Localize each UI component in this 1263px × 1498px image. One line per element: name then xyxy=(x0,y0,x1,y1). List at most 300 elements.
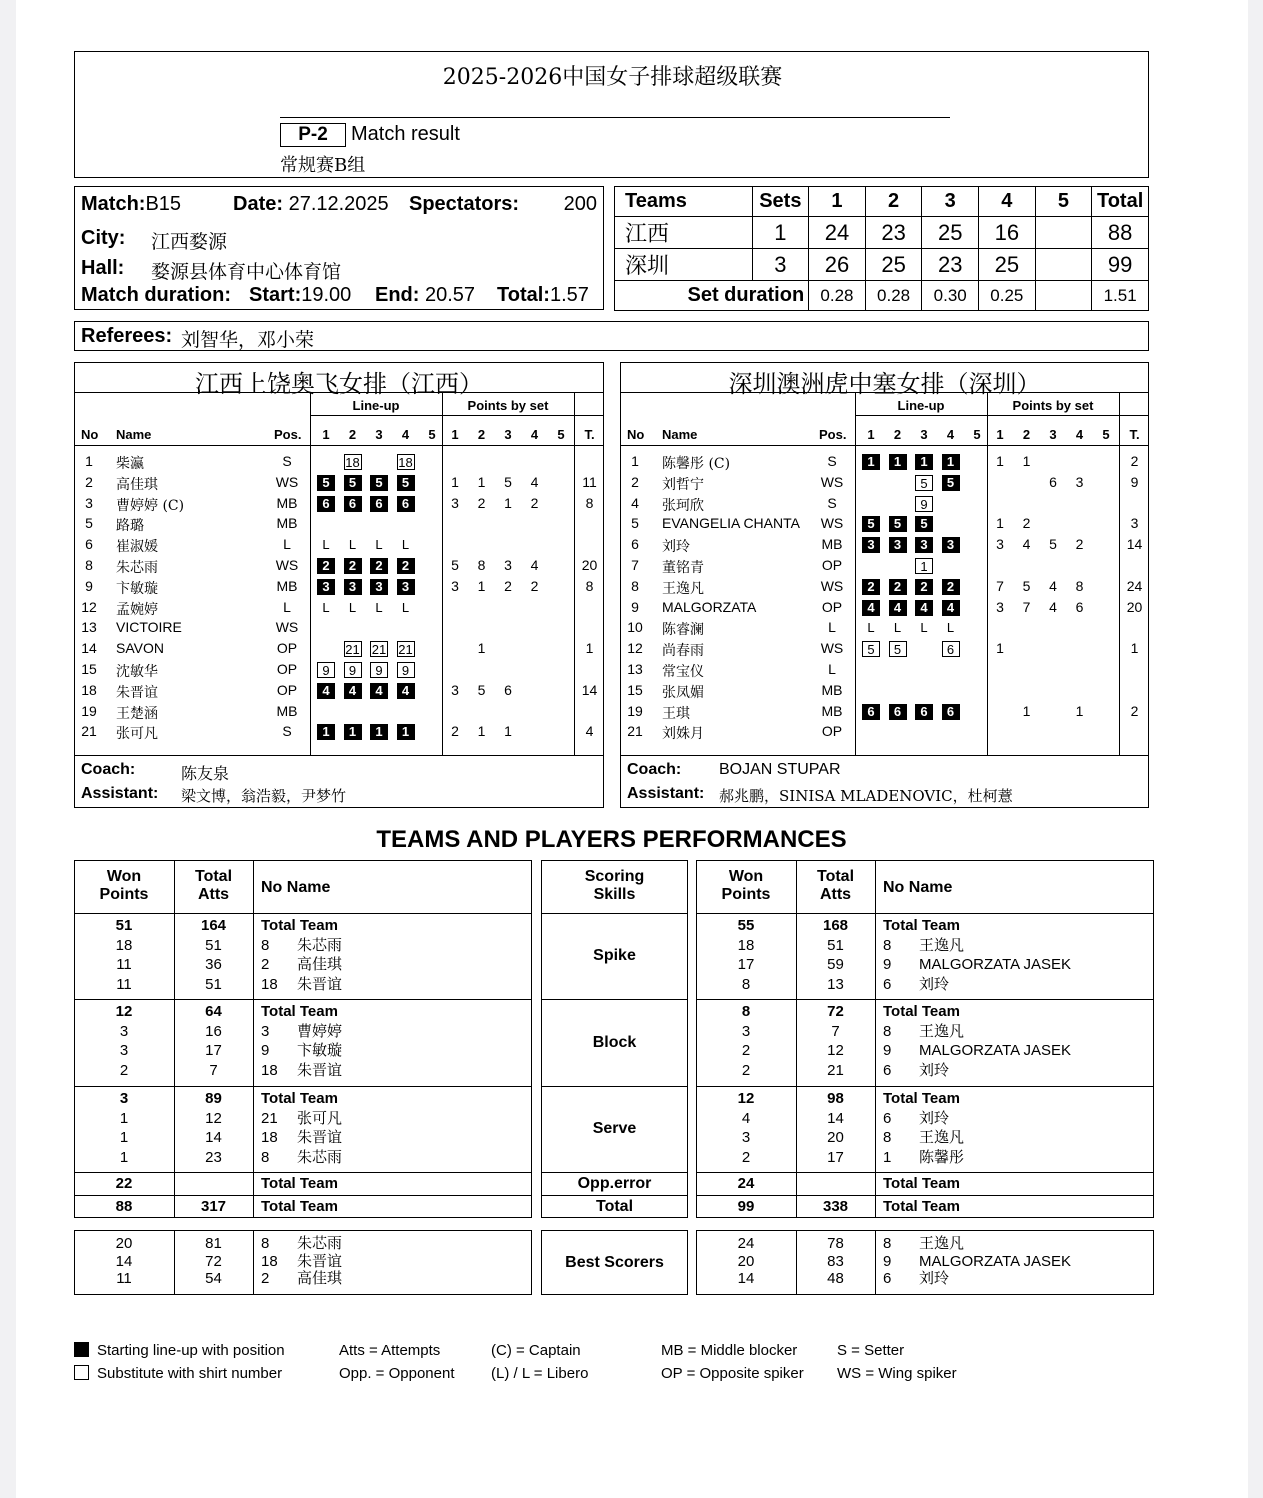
start-label: Start: xyxy=(249,284,302,306)
column-divider xyxy=(442,392,443,755)
assistant-label: Assistant: xyxy=(627,785,705,802)
points-cell: 3 xyxy=(451,494,459,511)
hall-label: Hall: xyxy=(81,257,125,279)
score-header-set5: 5 xyxy=(1035,187,1092,217)
lineup-set-header: 1 xyxy=(322,427,330,442)
points-cell: 1 xyxy=(1022,702,1031,719)
player-position: WS xyxy=(820,640,844,657)
spectators-line xyxy=(409,193,519,216)
lineup-cell: 3 xyxy=(942,537,960,553)
points-cell: 3 xyxy=(996,536,1004,553)
player-position: WS xyxy=(275,473,299,490)
score-set-points xyxy=(1035,217,1092,249)
player-number: 13 xyxy=(81,619,97,636)
doc-code: P-2 xyxy=(280,123,346,147)
set-duration-value xyxy=(1035,281,1092,311)
player-number: 15 xyxy=(81,661,97,677)
total-atts-value: 14 xyxy=(827,1109,844,1127)
player-number: 4 xyxy=(631,494,639,511)
won-points-value: 3 xyxy=(741,1022,751,1040)
player-position: MB xyxy=(276,515,298,532)
points-cell: 2 xyxy=(530,577,539,594)
total-duration: 1.57 xyxy=(549,284,589,306)
points-cell: 1 xyxy=(996,515,1004,532)
empty-square-icon xyxy=(74,1365,89,1380)
lineup-cell: L xyxy=(920,620,928,636)
hall-value: 婺源县体育中心体育馆 xyxy=(151,261,342,283)
total-atts-value: 89 xyxy=(205,1090,222,1107)
lineup-cell: 9 xyxy=(344,662,362,678)
lineup-cell: 6 xyxy=(942,641,960,657)
skills-row-rule xyxy=(541,1172,688,1173)
player-number: 8 xyxy=(883,1022,892,1040)
best-player-name: 王逸凡 xyxy=(919,1234,965,1252)
points-cell: 1 xyxy=(477,577,486,594)
skills-row-rule xyxy=(541,1086,688,1087)
skills-row-rule xyxy=(541,999,688,1000)
player-name: 张凤媚 xyxy=(662,684,704,701)
player-name: 高佳琪 xyxy=(297,955,343,973)
player-number: 5 xyxy=(631,515,639,532)
lineup-cell: 5 xyxy=(915,516,933,532)
league-title: 2025-2026中国女子排球超级联赛 xyxy=(442,65,783,90)
player-name: 刘姝月 xyxy=(662,726,704,743)
lineup-cell: 9 xyxy=(915,496,933,512)
player-name: 曹婷婷 xyxy=(297,1021,343,1040)
best-player-name: 朱芯雨 xyxy=(297,1234,343,1252)
total-atts-value: 7 xyxy=(209,1061,218,1079)
points-set-header: 2 xyxy=(477,427,486,442)
team-total-label: Total Team xyxy=(261,917,338,934)
player-name: 刘玲 xyxy=(662,539,690,556)
spectators-value: 200 xyxy=(563,193,597,215)
player-number: 12 xyxy=(627,640,643,657)
points-cell: 5 xyxy=(451,557,459,573)
total-atts-value: 13 xyxy=(827,975,844,993)
won-points-value: 8 xyxy=(741,975,751,993)
lineup-cell: 1 xyxy=(862,454,880,470)
lineup-cell: 2 xyxy=(370,558,388,574)
won-points-value: 11 xyxy=(116,956,132,973)
player-number: 18 xyxy=(81,681,97,698)
score-header-set3: 3 xyxy=(922,187,979,217)
lineup-set-header: 4 xyxy=(401,427,410,442)
score-header-sets: Sets xyxy=(752,187,809,217)
lineup-cell: 5 xyxy=(317,475,335,491)
total-atts-value: 7 xyxy=(831,1022,840,1040)
player-name: 朱晋谊 xyxy=(116,684,158,701)
won-points-value: 18 xyxy=(115,936,133,954)
lineup-cell: L xyxy=(867,620,875,636)
player-position: L xyxy=(828,661,836,677)
points-cell: 4 xyxy=(1022,536,1031,553)
player-number: 5 xyxy=(85,515,93,532)
points-cell: 7 xyxy=(996,577,1004,594)
date-label: Date: xyxy=(233,193,284,215)
player-name: 张可凡 xyxy=(116,726,158,743)
player-number: 8 xyxy=(261,936,270,954)
score-header-teams: Teams xyxy=(615,187,753,217)
legend-substitute-text: Substitute with shirt number xyxy=(97,1365,283,1382)
lineup-cell: L xyxy=(348,599,357,615)
column-divider xyxy=(1119,392,1120,755)
lineup-header: Line-up xyxy=(352,398,400,413)
header-rule xyxy=(621,445,1148,446)
player-name: 王楚涵 xyxy=(116,705,158,722)
score-set-points xyxy=(1035,249,1092,281)
start-line xyxy=(249,284,351,307)
won-points-value: 12 xyxy=(115,1003,133,1020)
lineup-cell: 2 xyxy=(317,558,335,574)
player-name: SAVON xyxy=(116,640,164,657)
lineup-cell: L xyxy=(375,599,383,615)
lineup-cell: 3 xyxy=(889,537,907,553)
legend-starting-text: Starting line-up with position xyxy=(97,1342,285,1359)
lineup-cell: 21 xyxy=(398,642,413,658)
performance-header-rule xyxy=(74,913,532,914)
player-position: WS xyxy=(275,557,299,573)
lineup-cell: 6 xyxy=(344,496,362,512)
phase-label: 常规赛B组 xyxy=(280,155,366,176)
player-total-points: 14 xyxy=(581,681,598,698)
subheader-rule xyxy=(855,415,1148,416)
points-cell: 3 xyxy=(504,557,512,573)
best-player-name: 高佳琪 xyxy=(297,1269,343,1287)
team-total-label: Total Team xyxy=(261,1175,338,1192)
lineup-cell: L xyxy=(322,599,330,615)
lineup-set-header: 2 xyxy=(348,427,357,442)
match-label: Match: xyxy=(81,193,146,215)
points-cell: 6 xyxy=(1075,598,1084,615)
points-cell: 1 xyxy=(477,723,486,740)
header-rule xyxy=(280,117,950,118)
lineup-cell: 5 xyxy=(862,641,880,657)
team-total-label: Total Team xyxy=(883,1198,960,1215)
player-name: 张可凡 xyxy=(297,1108,343,1127)
total-atts-value: 12 xyxy=(205,1109,222,1127)
scoring-skills-header: Scoring Skills xyxy=(584,868,645,903)
lineup-cell: 1 xyxy=(889,454,907,470)
lineup-cell: 5 xyxy=(915,475,933,491)
player-position: WS xyxy=(820,515,844,532)
points-cell: 3 xyxy=(1075,473,1084,490)
points-header: Points by set xyxy=(467,398,549,413)
lineup-cell: 1 xyxy=(397,724,415,740)
score-header-set4: 4 xyxy=(979,187,1036,217)
total-header: T. xyxy=(1129,427,1140,442)
player-number: 6 xyxy=(883,1061,892,1079)
player-total-points: 14 xyxy=(1126,536,1143,553)
player-name: 朱芯雨 xyxy=(297,1147,343,1166)
no-name-header: No Name xyxy=(261,879,331,896)
lineup-cell: L xyxy=(893,620,902,636)
team-total-label: Total Team xyxy=(883,1003,960,1020)
referees-box xyxy=(74,321,1149,351)
lineup-cell: 3 xyxy=(317,579,335,595)
player-name: 朱晋谊 xyxy=(297,1060,343,1079)
won-points-value: 2 xyxy=(741,1061,751,1079)
points-set-header: 2 xyxy=(1022,427,1031,442)
start-time: 19.00 xyxy=(301,284,352,306)
skills-row-rule xyxy=(541,1195,688,1196)
won-points-value: 88 xyxy=(115,1198,133,1215)
best-scorers-label: Best Scorers xyxy=(565,1254,664,1271)
player-number: 9 xyxy=(883,956,892,973)
won-points-value: 2 xyxy=(119,1061,129,1079)
column-divider xyxy=(987,392,988,755)
team-total-label: Total Team xyxy=(883,917,960,934)
won-points-value: 1 xyxy=(119,1109,129,1127)
player-name: 王琪 xyxy=(662,705,690,722)
total-atts-value: 64 xyxy=(205,1003,222,1020)
player-name: 朱晋谊 xyxy=(297,1128,343,1146)
coach-label: Coach: xyxy=(81,761,136,778)
player-name: 陈馨彤 (C) xyxy=(662,456,731,472)
points-set-header: 1 xyxy=(451,427,459,442)
player-position: L xyxy=(283,598,291,615)
player-name: 曹婷婷 (C) xyxy=(116,497,185,514)
subheader-rule xyxy=(310,415,603,416)
total-atts-value: 338 xyxy=(822,1198,849,1215)
score-set-points: 25 xyxy=(922,217,979,249)
total-atts-value: 51 xyxy=(205,936,222,954)
player-name: 高佳琪 xyxy=(116,476,158,493)
total-atts-header: Total Atts xyxy=(816,868,855,903)
lineup-set-header: 5 xyxy=(428,427,436,442)
best-total-atts: 78 xyxy=(827,1235,844,1252)
lineup-cell: L xyxy=(946,620,955,636)
points-set-header: 3 xyxy=(1049,427,1057,442)
player-total-points: 2 xyxy=(1130,453,1139,469)
city-label: City: xyxy=(81,227,126,249)
best-player-number: 6 xyxy=(883,1270,892,1287)
header-box xyxy=(74,51,1149,178)
assistant-label: Assistant: xyxy=(81,785,159,802)
player-number: 8 xyxy=(631,577,639,594)
performance-column-divider xyxy=(875,860,876,1218)
lineup-cell: 6 xyxy=(370,496,388,512)
lineup-cell: 2 xyxy=(915,579,933,595)
player-number: 18 xyxy=(261,1061,278,1079)
legend-atts: Atts = Attempts xyxy=(339,1342,441,1359)
won-points-value: 3 xyxy=(119,1022,129,1040)
lineup-cell: 4 xyxy=(915,600,933,616)
player-position: MB xyxy=(821,681,843,698)
points-set-header: 5 xyxy=(557,427,565,442)
performance-title: TEAMS AND PLAYERS PERFORMANCES xyxy=(376,826,847,853)
score-set-points: 26 xyxy=(809,249,866,281)
lineup-cell: 1 xyxy=(370,724,388,740)
points-header: Points by set xyxy=(1012,398,1094,413)
player-number: 6 xyxy=(631,536,639,553)
total-header: T. xyxy=(584,427,595,442)
player-position: OP xyxy=(821,598,843,615)
total-atts-value: 168 xyxy=(822,917,849,934)
total-atts-value: 51 xyxy=(205,975,222,993)
lineup-cell: L xyxy=(401,537,410,553)
pos-header: Pos. xyxy=(274,427,302,442)
score-set-points: 25 xyxy=(865,249,922,281)
player-total-points: 3 xyxy=(1130,515,1139,532)
points-cell: 1 xyxy=(477,473,486,490)
skill-label-spike: Spike xyxy=(593,947,636,964)
player-position: WS xyxy=(820,577,844,594)
lineup-set-header: 5 xyxy=(973,427,981,442)
player-number: 18 xyxy=(261,975,278,993)
player-number: 9 xyxy=(631,598,639,615)
player-position: L xyxy=(828,619,836,636)
set-duration-row xyxy=(615,281,1149,311)
skill-label-opp-error: Opp.error xyxy=(577,1175,652,1192)
lineup-cell: 5 xyxy=(370,475,388,491)
skill-row-rule xyxy=(696,1172,1154,1173)
points-cell: 3 xyxy=(996,598,1004,615)
won-points-header: Won Points xyxy=(99,868,149,903)
points-cell: 1 xyxy=(451,473,459,490)
best-total-atts: 54 xyxy=(205,1270,222,1287)
player-total-points: 11 xyxy=(582,473,597,490)
set-duration-value: 0.28 xyxy=(809,281,866,311)
points-cell: 4 xyxy=(530,557,539,573)
player-name: MALGORZATA xyxy=(662,598,757,615)
player-number: 8 xyxy=(883,1129,892,1146)
lineup-cell: 4 xyxy=(397,683,415,699)
player-position: WS xyxy=(275,619,299,636)
lineup-cell: 6 xyxy=(397,496,415,512)
player-position: S xyxy=(827,494,837,511)
points-cell: 5 xyxy=(1022,577,1031,594)
points-cell: 5 xyxy=(504,473,512,490)
player-number: 8 xyxy=(883,936,892,954)
player-name: VICTOIRE xyxy=(116,619,182,636)
best-total-atts: 72 xyxy=(205,1252,222,1270)
best-won-points: 20 xyxy=(115,1235,133,1252)
lineup-cell: 1 xyxy=(915,558,933,574)
lineup-cell: 21 xyxy=(345,642,360,658)
player-name: 卞敏璇 xyxy=(116,580,158,597)
player-name: 王逸凡 xyxy=(919,1021,965,1040)
player-position: WS xyxy=(820,473,844,490)
lineup-cell: 3 xyxy=(397,579,415,595)
coach-name: 陈友泉 xyxy=(181,764,230,783)
points-cell: 2 xyxy=(504,577,512,594)
set-score-table xyxy=(614,186,1149,311)
skill-row-rule xyxy=(74,1195,532,1196)
match-line xyxy=(81,193,181,216)
total-atts-value: 59 xyxy=(827,956,844,973)
skill-label-total: Total xyxy=(595,1198,634,1215)
won-points-value: 11 xyxy=(116,975,132,993)
name-header: Name xyxy=(662,427,698,442)
pos-header: Pos. xyxy=(819,427,847,442)
points-cell: 4 xyxy=(1049,577,1057,594)
points-cell: 7 xyxy=(1022,598,1031,615)
score-total-points: 88 xyxy=(1092,217,1149,249)
player-name: 王逸凡 xyxy=(662,580,704,597)
player-total-points: 1 xyxy=(585,640,594,657)
lineup-cell: 5 xyxy=(889,641,907,657)
hall-line xyxy=(81,257,124,280)
player-name: 刘哲宁 xyxy=(662,476,704,493)
player-name: EVANGELIA CHANTA xyxy=(662,515,800,532)
won-points-value: 18 xyxy=(737,936,755,954)
total-atts-value: 20 xyxy=(827,1129,844,1146)
best-won-points: 24 xyxy=(737,1235,755,1252)
lineup-cell: 3 xyxy=(370,579,388,595)
column-divider xyxy=(574,392,575,755)
points-set-header: 3 xyxy=(504,427,512,442)
skill-label-block: Block xyxy=(592,1033,637,1051)
match-number: B15 xyxy=(145,193,182,215)
name-header: Name xyxy=(116,427,152,442)
player-number: 7 xyxy=(631,557,639,573)
best-won-points: 11 xyxy=(116,1270,132,1287)
player-name: MALGORZATA JASEK xyxy=(919,956,1071,973)
points-cell: 3 xyxy=(451,577,459,594)
total-atts-value: 36 xyxy=(205,956,222,973)
score-set-points: 23 xyxy=(922,249,979,281)
player-position: MB xyxy=(821,702,843,719)
lineup-cell: 2 xyxy=(889,579,907,595)
won-points-value: 99 xyxy=(737,1198,755,1215)
skill-row-rule xyxy=(74,1172,532,1173)
won-points-value: 3 xyxy=(741,1129,751,1146)
end-time: 20.57 xyxy=(425,284,476,306)
legend-captain: (C) = Captain xyxy=(491,1342,581,1359)
lineup-cell: L xyxy=(401,599,410,615)
best-player-name: 刘玲 xyxy=(919,1269,950,1287)
points-cell: 2 xyxy=(451,723,459,740)
won-points-value: 3 xyxy=(119,1042,129,1059)
player-number: 6 xyxy=(883,1109,892,1127)
skill-row-rule xyxy=(696,999,1154,1000)
column-divider xyxy=(855,392,856,755)
player-number: 9 xyxy=(85,577,93,594)
lineup-cell: 4 xyxy=(370,683,388,699)
lineup-cell: 6 xyxy=(889,704,907,720)
won-points-value: 3 xyxy=(119,1090,129,1107)
lineup-cell: 9 xyxy=(370,662,388,678)
player-number: 19 xyxy=(81,702,97,719)
city-line xyxy=(81,227,125,250)
score-header-set2: 2 xyxy=(865,187,922,217)
filled-square-icon xyxy=(74,1342,89,1357)
player-total-points: 8 xyxy=(585,577,594,594)
lineup-cell: 18 xyxy=(398,455,413,470)
player-number: 21 xyxy=(261,1109,278,1127)
best-total-atts: 48 xyxy=(827,1270,844,1287)
coach-label: Coach: xyxy=(627,761,682,778)
lineup-cell: 3 xyxy=(915,537,933,553)
points-cell: 1 xyxy=(1075,702,1084,719)
player-name: 王逸凡 xyxy=(919,1128,965,1146)
won-points-value: 2 xyxy=(741,1148,751,1166)
best-total-atts: 81 xyxy=(205,1235,222,1252)
won-points-value: 12 xyxy=(737,1090,755,1107)
player-name: 董铭青 xyxy=(662,560,704,576)
player-number: 19 xyxy=(627,702,643,719)
referees-label: Referees: xyxy=(81,325,173,347)
player-position: OP xyxy=(821,723,843,740)
lineup-cell: 21 xyxy=(371,642,387,658)
skill-row-rule xyxy=(74,999,532,1000)
spectators-label: Spectators: xyxy=(409,193,520,215)
player-name: 陈馨彤 xyxy=(919,1147,965,1166)
player-name: 张珂欣 xyxy=(662,497,704,514)
lineup-cell: 2 xyxy=(862,579,880,595)
score-total-points: 99 xyxy=(1092,249,1149,281)
skill-row-rule xyxy=(696,1086,1154,1087)
